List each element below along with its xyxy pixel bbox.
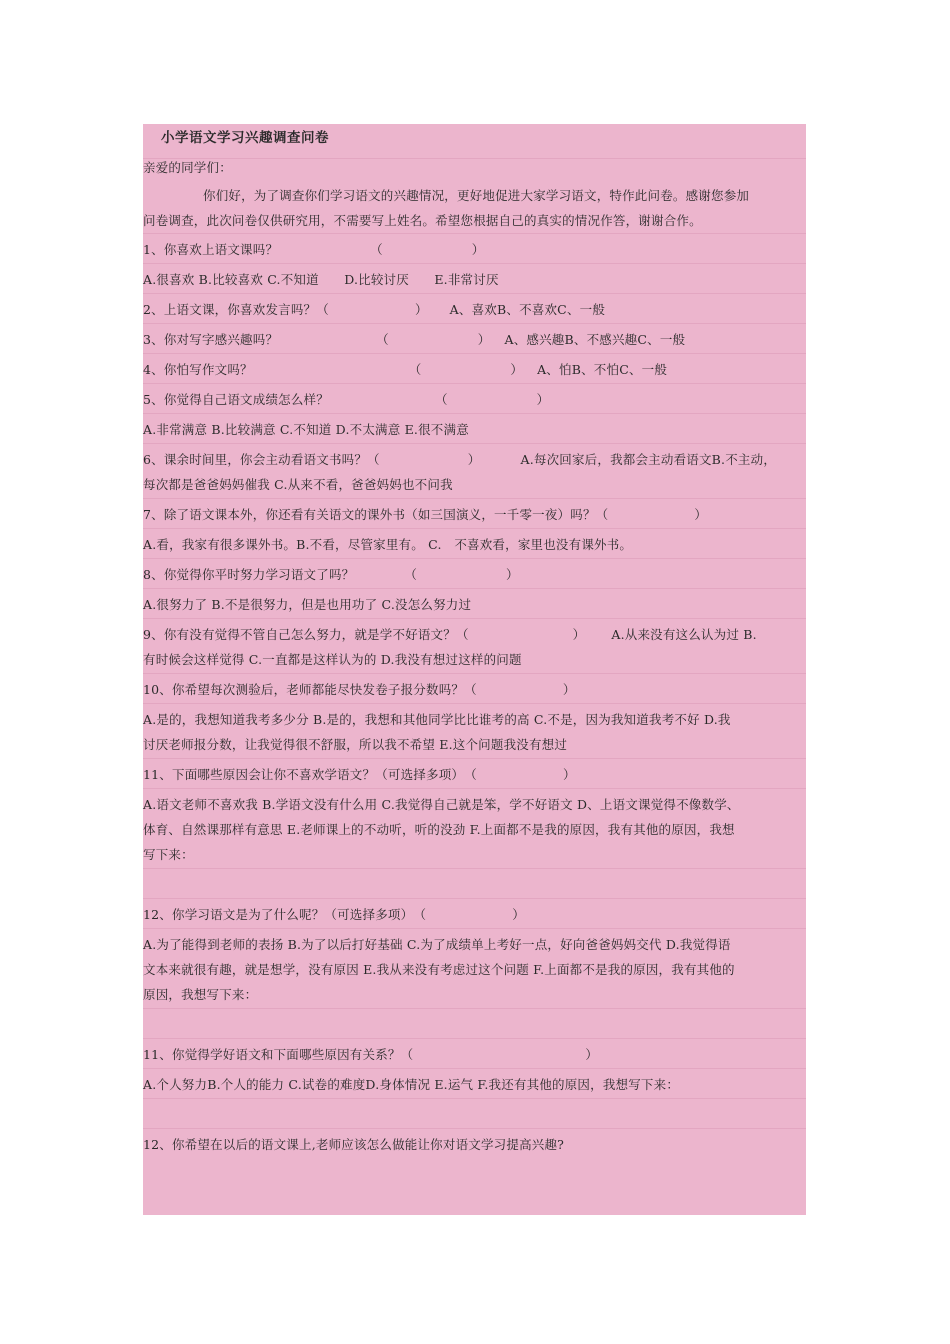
row-divider (143, 898, 806, 899)
row-divider (143, 788, 806, 789)
row-divider (143, 443, 806, 444)
row-divider (143, 868, 806, 869)
question-13: 11、你觉得学好语文和下面哪些原因有关系？（ ） (143, 1047, 599, 1062)
intro-line-2: 问卷调查，此次问卷仅供研究用，不需要写上姓名。希望您根据自己的真实的情况作答，谢谢合作。 (143, 213, 702, 228)
row-divider (143, 1008, 806, 1009)
row-divider (143, 1128, 806, 1129)
question-1-options: A.很喜欢 B.比较喜欢 C.不知道 D.比较讨厌 E.非常讨厌 (143, 272, 499, 287)
question-14: 12、你希望在以后的语文课上,老师应该怎么做能让你对语文学习提高兴趣? (143, 1137, 565, 1152)
row-divider (143, 528, 806, 529)
question-6-options: 每次都是爸爸妈妈催我 C.从来不看，爸爸妈妈也不问我 (143, 477, 453, 492)
row-divider (143, 158, 806, 159)
intro-line-1: 你们好，为了调查你们学习语文的兴趣情况，更好地促进大家学习语文，特作此问卷。感谢您参加 (203, 188, 750, 203)
row-divider (143, 558, 806, 559)
question-11-options: 写下来： (143, 847, 194, 862)
question-9-options: 有时候会这样觉得 C.一直都是这样认为的 D.我没有想过这样的问题 (143, 652, 522, 667)
row-divider (143, 673, 806, 674)
row-divider (143, 233, 806, 234)
question-12: 12、你学习语文是为了什么呢？（可选择多项） （ ） (143, 907, 525, 922)
question-1: 1、你喜欢上语文课吗？ （ ） (143, 242, 485, 257)
question-9: 9、你有没有觉得不管自己怎么努力，就是学不好语文？（ ） A.从来没有这么认为过 B. (143, 627, 757, 642)
row-divider (143, 413, 806, 414)
row-divider (143, 618, 806, 619)
question-7-options: A.看，我家有很多课外书。B.不看，尽管家里有。 C. 不喜欢看，家里也没有课外书。 (143, 537, 633, 552)
question-5: 5、你觉得自己语文成绩怎么样？ （ ） (143, 392, 550, 407)
answer-blank[interactable]: （ ） (434, 392, 550, 407)
question-4: 4、你怕写作文吗？ （ ） A、怕B、不怕C、一般 (143, 362, 668, 377)
row-divider (143, 323, 806, 324)
row-divider (143, 703, 806, 704)
row-divider (143, 588, 806, 589)
question-11-options: A.语文老师不喜欢我 B.学语文没有什么用 C.我觉得自己就是笨，学不好语文 D、上语文课觉得不像数学、 (143, 797, 740, 812)
question-5-options: A.非常满意 B.比较满意 C.不知道 D.不太满意 E.很不满意 (143, 422, 469, 437)
question-12-options: A.为了能得到老师的表扬 B.为了以后打好基础 C.为了成绩单上考好一点，好向爸爸妈妈交代 D.我觉得语 (143, 937, 731, 952)
question-11-options: 体育、自然课那样有意思 E.老师课上的不动听，听的没劲 F.上面都不是我的原因，我有其他的原因，我想 (143, 822, 735, 837)
page-title: 小学语文学习兴趣调查问卷 (161, 130, 329, 146)
row-divider (143, 383, 806, 384)
question-13-options: A.个人努力B.个人的能力 C.试卷的难度D.身体情况 E.运气 F.我还有其他的原因，我想写下来： (143, 1077, 680, 1092)
row-divider (143, 1068, 806, 1069)
row-divider (143, 293, 806, 294)
question-10: 10、你希望每次测验后，老师都能尽快发卷子报分数吗？（ ） (143, 682, 576, 697)
question-7: 7、除了语文课本外，你还看有关语文的课外书（如三国演义，一千零一夜）吗？（ ） (143, 507, 708, 522)
question-10-options: 讨厌老师报分数，让我觉得很不舒服，所以我不希望 E.这个问题我没有想过 (143, 737, 568, 752)
question-11: 11、下面哪些原因会让你不喜欢学语文？（可选择多项） （ ） (143, 767, 576, 782)
question-12-options: 文本来就很有趣，就是想学，没有原因 E.我从来没有考虑过这个问题 F.上面都不是我的原因，我有其他的 (143, 962, 735, 977)
row-divider (143, 928, 806, 929)
answer-blank[interactable]: （ ） (408, 362, 524, 377)
question-2: 2、上语文课，你喜欢发言吗？（ ） A、喜欢B、不喜欢C、一般 (143, 302, 606, 317)
question-12-options: 原因，我想写下来： (143, 987, 258, 1002)
row-divider (143, 1038, 806, 1039)
answer-blank[interactable]: （ ） (404, 567, 519, 582)
greeting: 亲爱的同学们： (143, 160, 232, 175)
question-3: 3、你对写字感兴趣吗？ （ ） A、感兴趣B、不感兴趣C、一般 (143, 332, 686, 347)
questionnaire-page (143, 124, 806, 1215)
row-divider (143, 1098, 806, 1099)
question-8-options: A.很努力了 B.不是很努力，但是也用功了 C.没怎么努力过 (143, 597, 472, 612)
row-divider (143, 353, 806, 354)
row-divider (143, 498, 806, 499)
question-6: 6、课余时间里，你会主动看语文书吗？（ ） A.每次回家后，我都会主动看语文B.不主动， (143, 452, 777, 467)
question-8: 8、你觉得你平时努力学习语文了吗？ （ ） (143, 567, 519, 582)
row-divider (143, 758, 806, 759)
answer-blank[interactable]: （ ） (370, 242, 485, 257)
row-divider (143, 263, 806, 264)
question-10-options: A.是的，我想知道我考多少分 B.是的，我想和其他同学比比谁考的高 C.不是，因为我知道我考不好 D.我 (143, 712, 731, 727)
answer-blank[interactable]: （ ） (376, 332, 491, 347)
